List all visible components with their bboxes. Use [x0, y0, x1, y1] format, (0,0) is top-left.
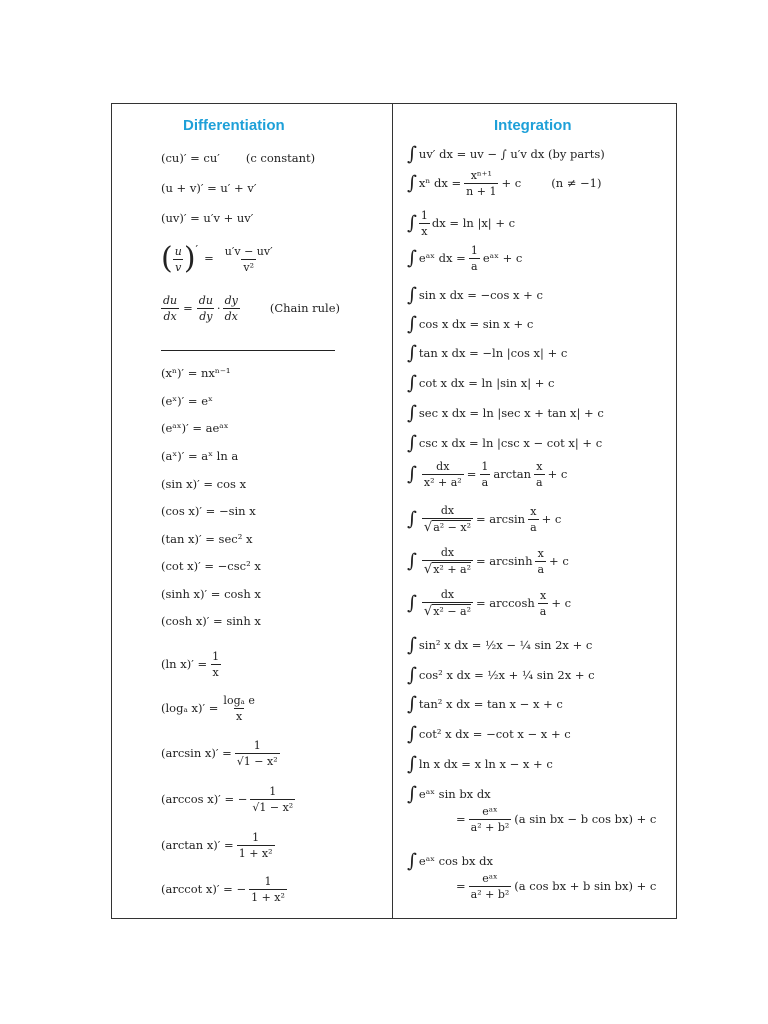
int-arctan-arg-num: x — [536, 460, 543, 473]
int-sec-text: sec x dx = ln |sec x + tan x| + c — [418, 405, 604, 420]
diff-rule-quotient: ( $\frac{u}{v}$ ) ′ = $\frac{u'v - uv'}{\text{v²}}$ — [161, 241, 273, 276]
int-exp-lhs: eᵃˣ dx = — [418, 250, 466, 265]
int-arcsin-arg-den: a — [530, 521, 537, 534]
int-arcsin-den: a² − x² — [433, 521, 471, 534]
int-tan — [407, 344, 567, 363]
diff-arccos — [161, 786, 298, 813]
diff-arctan-lhs: (arctan x)′ = — [161, 837, 234, 852]
int-arcsinh-num: dx — [440, 546, 455, 559]
int-arcsin-num: dx — [440, 504, 455, 517]
diff-arccos-den: √1 − x² — [252, 801, 294, 814]
int-arctan-den: x² + a² — [423, 476, 462, 489]
diff-cot: (cot x)′ = −csc² x — [161, 559, 261, 573]
diff-tan: (tan x)′ = sec² x — [161, 532, 253, 546]
diff-cos: (cos x)′ = −sin x — [161, 504, 256, 518]
integral-sign-icon: ∫ — [407, 284, 417, 306]
int-cos-sq-text: cos² x dx = ½x + ¼ sin 2x + c — [418, 667, 595, 682]
int-exp-sin-num: eᵃˣ — [482, 805, 498, 818]
diff-rule-constant-lhs: (cu)′ = cu′ — [161, 151, 220, 165]
integral-sign-icon: ∫ — [407, 172, 417, 194]
diff-sinh: (sinh x)′ = cosh x — [161, 587, 261, 601]
integral-sign-icon: ∫ — [407, 372, 417, 394]
column-divider — [392, 103, 393, 919]
int-arccosh-arg-num: x — [539, 589, 547, 602]
diff-ln — [161, 651, 224, 678]
diff-sin: (sin x)′ = cos x — [161, 477, 247, 491]
int-arcsin-arg-num: x — [530, 505, 537, 518]
int-power-tail: + c — [501, 175, 522, 190]
int-arctan-arg-den: a — [536, 476, 543, 489]
diff-cosh: (cosh x)′ = sinh x — [161, 614, 261, 628]
int-csc — [407, 434, 602, 453]
int-exp-cos-tail: (a cos bx + b sin bx) + c — [514, 878, 657, 893]
int-recip-num: 1 — [420, 209, 428, 222]
quotient-denominator: v² — [243, 260, 255, 274]
diff-arccot-den: 1 + x² — [251, 891, 285, 904]
int-arcsinh-fn: = arcsinh — [476, 553, 533, 568]
diff-ln-den: x — [212, 666, 219, 679]
int-sin-sq — [407, 636, 592, 655]
int-power-lhs: xⁿ dx = — [418, 175, 462, 190]
int-cot — [407, 374, 555, 393]
int-exp-den: a — [471, 260, 478, 273]
int-arccosh-den: x² − a² — [433, 605, 471, 618]
int-sec — [407, 404, 604, 423]
int-arcsinh-den: x² + a² — [433, 563, 471, 576]
int-arccosh-fn: = arccosh — [476, 595, 535, 610]
int-arctan: ∫ $\frac{dx}{\text{x² + a²}}$ = $\frac{1}{a}$ arctan $\frac{x}{a}$ + c — [407, 460, 568, 489]
diff-power: (xⁿ)′ = nxⁿ⁻¹ — [161, 366, 231, 380]
diff-arctan-den: 1 + x² — [238, 847, 273, 860]
int-ln-text: ln x dx = x ln x − x + c — [418, 756, 553, 771]
diff-arccos-num: 1 — [269, 785, 277, 798]
int-arctan-fn: arctan — [493, 466, 532, 481]
int-exp-cos-lhs-text: eᵃˣ cos bx dx — [418, 853, 493, 868]
int-exp-sin-tail: (a sin bx − b cos bx) + c — [514, 811, 657, 826]
int-exp-sin-lhs — [407, 785, 491, 804]
int-power-note: (n ≠ −1) — [551, 175, 602, 190]
int-sin — [407, 286, 543, 305]
int-cot-sq — [407, 725, 571, 744]
integral-sign-icon: ∫ — [407, 508, 417, 530]
int-cot-text: cot x dx = ln |sin x| + c — [418, 375, 555, 390]
integral-sign-icon: ∫ — [407, 143, 417, 165]
integral-sign-icon: ∫ — [407, 463, 417, 485]
sqrt-icon: √ — [423, 562, 433, 577]
int-tan-sq — [407, 695, 563, 714]
int-power — [407, 170, 601, 197]
int-ln — [407, 755, 553, 774]
int-arctan-coef-num: 1 — [481, 460, 489, 473]
integral-sign-icon: ∫ — [407, 247, 417, 269]
diff-ln-lhs: (ln x)′ = — [161, 656, 208, 671]
int-arctan-coef-den: a — [481, 476, 489, 489]
int-arccosh-c: + c — [551, 595, 572, 610]
diff-log-num: logₐ e — [223, 694, 255, 707]
int-exp-sin-lhs-text: eᵃˣ sin bx dx — [418, 786, 491, 801]
int-arcsinh-c: + c — [549, 553, 569, 568]
diff-arctan-num: 1 — [252, 831, 260, 844]
diff-rule-constant — [161, 153, 315, 165]
int-sin-sq-text: sin² x dx = ½x − ¼ sin 2x + c — [418, 637, 593, 652]
int-arcsinh — [407, 547, 569, 576]
diff-arccot-num: 1 — [264, 875, 272, 888]
diff-ln-num: 1 — [212, 650, 220, 663]
integral-sign-icon: ∫ — [407, 342, 417, 364]
diff-arctan — [161, 832, 278, 859]
int-arccosh — [407, 589, 571, 618]
int-exp-cos-den: a² + b² — [470, 888, 510, 901]
diff-a-power: (aˣ)′ = aˣ ln a — [161, 449, 239, 463]
diff-rule-constant-note: (c constant) — [245, 151, 316, 165]
int-by-parts — [407, 145, 605, 164]
integral-sign-icon: ∫ — [407, 693, 417, 715]
integral-sign-icon: ∫ — [407, 432, 417, 454]
diff-arcsin — [161, 740, 283, 767]
diff-arcsin-lhs: (arcsin x)′ = — [161, 745, 232, 760]
integral-sign-icon: ∫ — [407, 402, 417, 424]
chain-rule-note: (Chain rule) — [269, 300, 341, 315]
int-cos — [407, 315, 533, 334]
int-arctan-num: dx — [436, 460, 450, 473]
diff-log-lhs: (logₐ x)′ = — [161, 700, 219, 715]
int-exp — [407, 245, 522, 272]
int-arccosh-num: dx — [440, 588, 455, 601]
differentiation-heading: Differentiation — [183, 117, 285, 134]
integral-sign-icon: ∫ — [407, 783, 417, 805]
integral-sign-icon: ∫ — [407, 723, 417, 745]
int-cos-text: cos x dx = sin x + c — [418, 316, 534, 331]
int-exp-cos-lhs — [407, 852, 493, 871]
diff-exp-ax: (eᵃˣ)′ = aeᵃˣ — [161, 421, 229, 435]
int-csc-text: csc x dx = ln |csc x − cot x| + c — [418, 435, 603, 450]
int-arcsin-fn: = arcsin — [476, 511, 526, 526]
diff-log — [161, 695, 260, 722]
integral-sign-icon: ∫ — [407, 850, 417, 872]
integral-sign-icon: ∫ — [407, 592, 417, 614]
integral-sign-icon: ∫ — [407, 550, 417, 572]
int-cot-sq-text: cot² x dx = −cot x − x + c — [418, 726, 571, 741]
int-tan-sq-text: tan² x dx = tan x − x + c — [418, 696, 563, 711]
int-arcsinh-arg-num: x — [537, 547, 544, 560]
int-arcsinh-arg-den: a — [537, 563, 545, 576]
int-recip-den: x — [421, 225, 428, 238]
integral-sign-icon: ∫ — [407, 634, 417, 656]
sqrt-icon: √ — [423, 604, 433, 619]
sqrt-icon: √ — [423, 520, 433, 535]
integral-sign-icon: ∫ — [407, 753, 417, 775]
int-power-num: xⁿ⁺¹ — [470, 169, 492, 182]
int-reciprocal — [407, 210, 515, 237]
int-cos-sq — [407, 666, 595, 685]
int-by-parts-text: uv′ dx = uv − ∫ u′v dx (by parts) — [418, 146, 605, 161]
integral-sign-icon: ∫ — [407, 313, 417, 335]
quotient-numerator: u′v − uv′ — [224, 244, 273, 258]
int-arcsin-c: + c — [541, 511, 562, 526]
diff-arccot-lhs: (arccot x)′ = − — [161, 881, 247, 896]
int-sin-text: sin x dx = −cos x + c — [418, 287, 543, 302]
integration-heading: Integration — [494, 117, 572, 134]
diff-arccos-lhs: (arccos x)′ = − — [161, 791, 248, 806]
diff-arcsin-num: 1 — [253, 739, 261, 752]
diff-exp: (eˣ)′ = eˣ — [161, 394, 213, 408]
int-exp-tail: eᵃˣ + c — [482, 250, 523, 265]
diff-rule-product: (uv)′ = u′v + uv′ — [161, 211, 254, 225]
diff-rule-chain: $\frac{du}{dx}$ = $\frac{du}{dy}$ · $\frac{dy}{dx}$ (Chain rule) — [163, 294, 341, 323]
int-tan-text: tan x dx = −ln |cos x| + c — [418, 345, 568, 360]
integral-sign-icon: ∫ — [407, 212, 417, 234]
int-exp-cos-rhs: = $\frac{\text{eᵃˣ}}{\text{a² + b²}}$ (a cos bx + b sin bx) + c — [456, 872, 657, 901]
int-exp-sin-den: a² + b² — [470, 821, 510, 834]
int-exp-num: 1 — [470, 244, 478, 257]
diff-rule-sum: (u + v)′ = u′ + v′ — [161, 181, 257, 195]
int-arcsin — [407, 505, 561, 534]
diff-arccot — [161, 876, 290, 903]
int-arccosh-arg-den: a — [539, 605, 547, 618]
integral-sign-icon: ∫ — [407, 664, 417, 686]
rule-separator — [161, 350, 335, 351]
int-power-den: n + 1 — [466, 185, 497, 198]
int-exp-sin-rhs: = $\frac{\text{eᵃˣ}}{\text{a² + b²}}$ (a sin bx − b cos bx) + c — [456, 805, 657, 834]
int-recip-tail: dx = ln |x| + c — [431, 215, 516, 230]
int-exp-cos-num: eᵃˣ — [482, 872, 498, 885]
diff-log-den: x — [236, 710, 243, 723]
int-arctan-c: + c — [547, 466, 568, 481]
diff-arcsin-den: √1 − x² — [236, 755, 278, 768]
